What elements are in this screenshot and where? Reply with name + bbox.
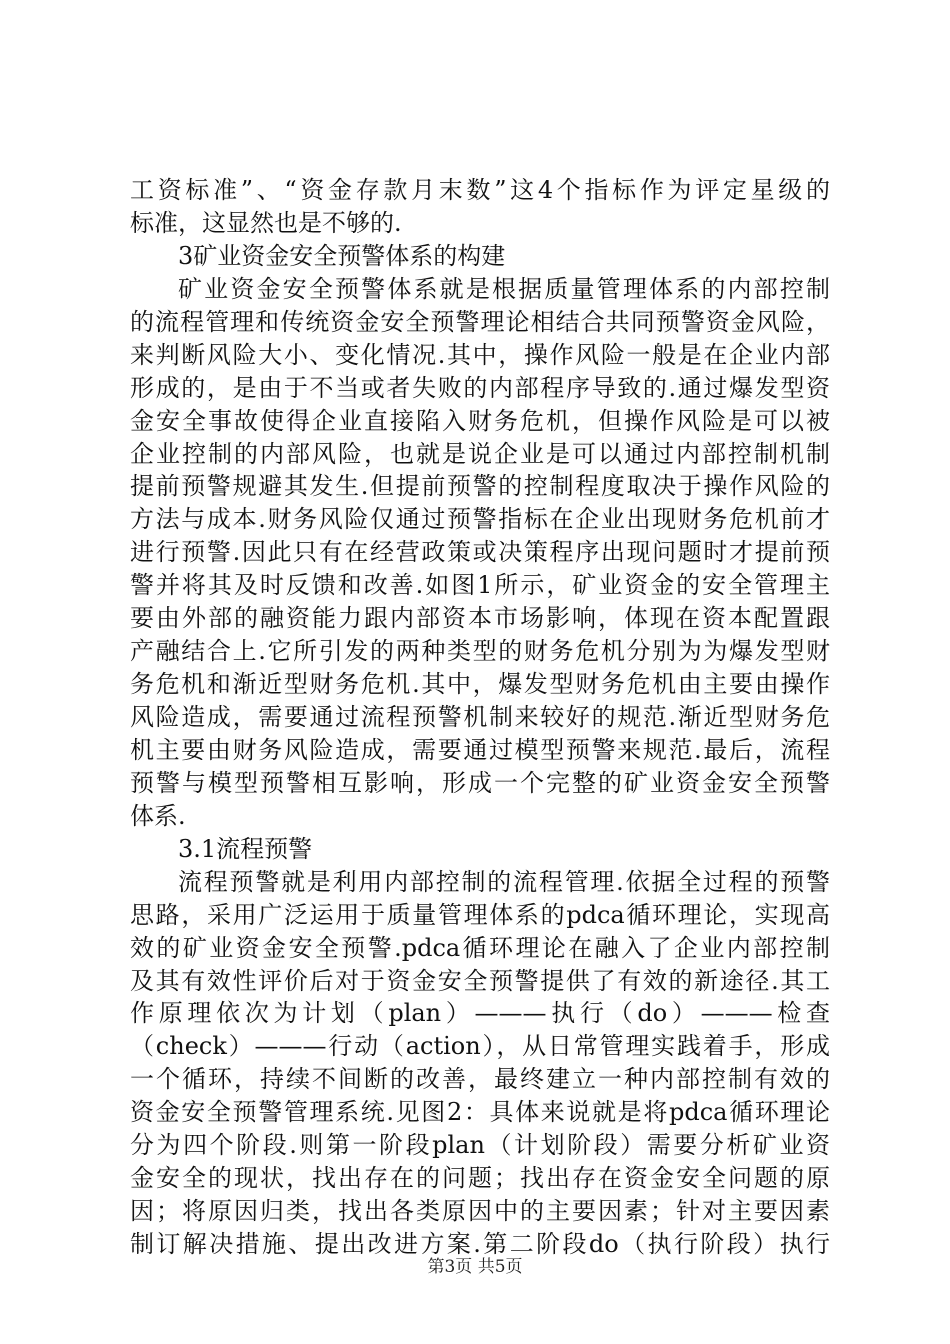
text-line: 制订解决措施、提出改进方案.第二阶段do（执行阶段）执行 [130, 1230, 830, 1258]
text-line: 机主要由财务风险造成，需要通过模型预警来规范.最后，流程 [130, 735, 830, 764]
text-line: 形成的，是由于不当或者失败的内部程序导致的.通过爆发型资 [130, 373, 830, 402]
text-line: 效的矿业资金安全预警.pdca循环理论在融入了企业内部控制 [130, 933, 830, 962]
text-line: 务危机和渐近型财务危机.其中，爆发型财务危机由主要由操作 [130, 670, 830, 699]
text-line: 金安全事故使得企业直接陷入财务危机，但操作风险是可以被 [130, 406, 830, 435]
text-line: 企业控制的内部风险，也就是说企业是可以通过内部控制机制 [130, 439, 830, 468]
text-line: 进行预警.因此只有在经营政策或决策程序出现问题时才提前预 [130, 538, 830, 567]
text-line: 产融结合上.它所引发的两种类型的财务危机分别为为爆发型财 [130, 637, 830, 666]
text-line: 一个循环，持续不间断的改善，最终建立一种内部控制有效的 [130, 1065, 830, 1094]
section-heading: 3.1流程预警 [178, 834, 313, 863]
text-line: 风险造成，需要通过流程预警机制来较好的规范.渐近型财务危 [130, 703, 830, 731]
section-heading: 3矿业资金安全预警体系的构建 [178, 241, 506, 270]
text-line: 作原理依次为计划（plan）———执行（do）———检查 [130, 999, 830, 1028]
text-line: 体系. [130, 801, 186, 830]
text-line: 的流程管理和传统资金安全预警理论相结合共同预警资金风险， [130, 307, 830, 336]
text-line: 工资标准”、“资金存款月末数”这4个指标作为评定星级的 [130, 176, 830, 204]
text-line: 资金安全预警管理系统.见图2：具体来说就是将pdca循环理论 [130, 1098, 830, 1127]
text-line: 标准，这显然也是不够的. [130, 208, 402, 237]
page-footer: 第3页 共5页 [427, 1257, 523, 1277]
text-line: 矿业资金安全预警体系就是根据质量管理体系的内部控制 [178, 274, 830, 303]
text-line: 分为四个阶段.则第一阶段plan（计划阶段）需要分析矿业资 [130, 1131, 830, 1160]
text-line: 来判断风险大小、变化情况.其中，操作风险一般是在企业内部 [130, 340, 830, 369]
text-line: 思路，采用广泛运用于质量管理体系的pdca循环理论，实现高 [130, 900, 830, 929]
text-line: 要由外部的融资能力跟内部资本市场影响，体现在资本配置跟 [130, 604, 830, 633]
text-line: 预警与模型预警相互影响，形成一个完整的矿业资金安全预警 [130, 768, 830, 797]
text-line: 警并将其及时反馈和改善.如图1所示，矿业资金的安全管理主 [130, 571, 830, 600]
text-line: 及其有效性评价后对于资金安全预警提供了有效的新途径.其工 [130, 966, 830, 995]
text-line: 方法与成本.财务风险仅通过预警指标在企业出现财务危机前才 [130, 505, 830, 534]
text-line: 流程预警就是利用内部控制的流程管理.依据全过程的预警 [178, 867, 830, 896]
text-line: 金安全的现状，找出存在的问题；找出存在资金安全问题的原 [130, 1164, 830, 1193]
text-line: 因；将原因归类，找出各类原因中的主要因素；针对主要因素 [130, 1197, 830, 1226]
text-line: 提前预警规避其发生.但提前预警的控制程度取决于操作风险的 [130, 472, 830, 501]
text-line: （check）———行动（action），从日常管理实践着手，形成 [130, 1032, 830, 1061]
